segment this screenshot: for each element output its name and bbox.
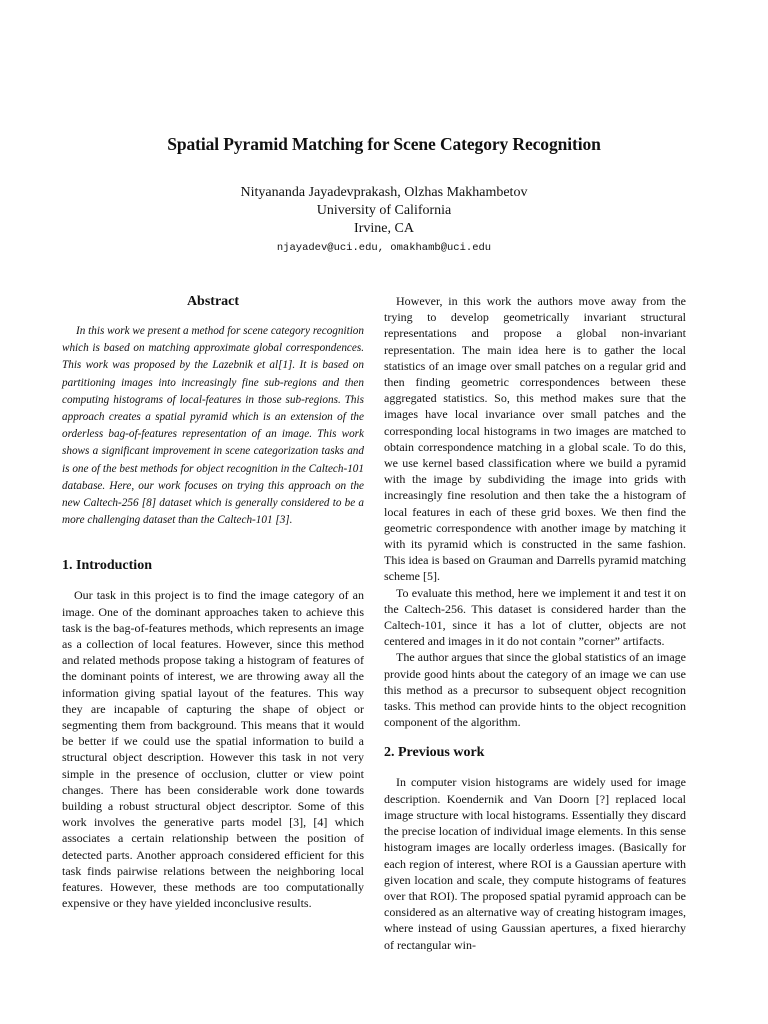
section-heading-previous-work: 2. Previous work xyxy=(384,745,485,761)
introduction-paragraph-3: To evaluate this method, here we implement it and test it on the Caltech-256. This dataset is considered harder than the Caltech-101, since it has a lot of clutter, objects are not centered and images in it do not contain ”corner” artifacts. xyxy=(384,585,686,649)
introduction-paragraph-1: Our task in this project is to find the image category of an image. One of the dominant approaches taken to achieve this task is the bag-of-features methods, which represents an image as a collection of local features. However, since this method and related methods propose taking a histogram of features of the dominant points of interest, we are throwing away all the information giving spatial layout of the features. This way they are incapable of capturing the shape of object or segmenting them from background. This means that it would be better if we could use the spatial information to build a structural object description. However this task in not very simple in the presence of occlusion, clutter or view point changes. There has been considerable work done towards building a robust structural object descriptor. Some of this work involves the generative parts model [3], [4] which associates a certain relationship between the position of detected parts. Another approach considered efficient for this task finds pairwise relations between the neighboring local features. However, these methods are too computationally expensive or they have yielded inconclusive results. xyxy=(62,588,364,911)
introduction-paragraph-2: However, in this work the authors move away from the trying to develop geometrically invariant structural representations and propose a global non-invariant representation. The main idea here is to gather the local statistics of an image over small patches on a regular grid and then finding geometric correspondences between these aggregated statistics. So, this method makes sure that the images have local invariance over small patches and the corresponding local histograms in two images are matched to obtain correspondence matching in a global scale. To do this, we use kernel based classification where we build a pyramid with the image by subdividing the image into grids with increasingly fine resolution and then take the a histogram of local features in each of these grid boxes. We then find the geometric correspondence with another image by matching it with its pyramid which is constructed in the same fashion. This idea is based on Grauman and Darrells pyramid matching scheme [5]. xyxy=(384,294,686,584)
abstract-heading: Abstract xyxy=(186,294,240,309)
paper-title: Spatial Pyramid Matching for Scene Category Recognition xyxy=(167,134,601,154)
introduction-paragraph-4: The author argues that since the global statistics of an image provide good hints about the category of an image we can use this method as a precursor to subsequent object recognition tasks. This method can provide hints to the object recognition component of the algorithm. xyxy=(384,650,686,730)
section-heading-introduction: 1. Introduction xyxy=(62,558,152,574)
abstract-text: In this work we present a method for scene category recognition which is based on matching approximate global correspondences. This work was proposed by the Lazebnik et al[1]. It is based on partitioning images into increasingly fine sub-regions and then computing histograms of local-features in those sub-regions. This approach creates a spatial pyramid which is an extension of the orderless bag-of-features representation of an image. This work shows a significant improvement in scene categorization tasks and is one of the best methods for object recognition in the Caltech-101 database. Here, our work focuses on trying this approach on the new Caltech-256 [8] dataset which is generally considered to be a more challenging dataset than the Caltech-101 [3]. xyxy=(62,325,364,527)
author-names: Nityananda Jayadevprakash, Olzhas Makhambetov xyxy=(240,185,528,200)
author-affiliation: University of California xyxy=(316,203,452,218)
right-column xyxy=(384,293,686,953)
author-location: Irvine, CA xyxy=(354,221,414,236)
author-block xyxy=(0,184,768,238)
previous-work-paragraph-1: In computer vision histograms are widely used for image description. Koendernik and Van Doorn [?] replaced local image structure with local histograms. Essentially they discard the precise location of individual image elements. In this sense histogram images are locally orderless images. (Basically for each region of interest, where ROI is a Gaussian aperture with given location and scale, they compute histograms of features over that ROI). The proposed spatial pyramid approach can be considered as an alternative way of creating histogram images, where instead of using Gaussian apertures, a fixed hierarchy of rectangular win- xyxy=(384,775,686,952)
left-column xyxy=(62,293,364,912)
author-emails: njayadev@uci.edu, omakhamb@uci.edu xyxy=(276,242,492,254)
